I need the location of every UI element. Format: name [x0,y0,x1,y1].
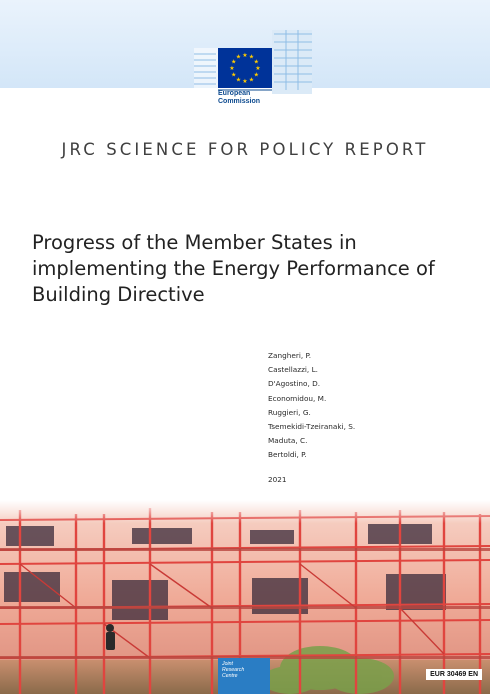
title-line-3: Building Directive [32,283,205,306]
eu-star-icon: ★ [229,65,235,72]
report-series-label: JRC SCIENCE FOR POLICY REPORT [61,140,429,159]
eu-star-icon: ★ [253,71,259,79]
jrc-logo-line2: Research [222,667,245,674]
title-line-1: Progress of the Member States in [32,231,357,254]
author-name: Tsemekidi-Tzeiranaki, S. [268,421,356,431]
author-name: Zangheri, P. [268,351,312,360]
eu-star-icon: ★ [248,76,255,84]
author-name: Ruggieri, G. [268,407,311,417]
publication-year: 2021 [268,475,287,484]
author-list [268,349,355,463]
eu-star-icon: ★ [235,53,242,61]
eu-star-icon: ★ [248,53,255,61]
publisher-name-line1: European [218,90,251,97]
publisher-name-line2: Commission [218,98,261,105]
eu-star-icon: ★ [242,78,248,85]
author-name: D'Agostino, D. [268,379,321,389]
eu-star-icon: ★ [231,58,237,66]
european-commission-name [218,90,260,106]
jrc-logo [218,658,270,694]
eu-star-icon: ★ [235,76,242,84]
author-name: Maduta, C. [268,436,308,446]
jrc-logo-line3: Centre [222,673,238,680]
eu-star-icon: ★ [255,65,261,72]
eu-star-icon: ★ [253,58,259,66]
author-name: Bertoldi, P. [268,450,307,460]
report-number: EUR 30469 EN [426,669,482,680]
eu-star-icon: ★ [242,52,248,59]
title-line-2: implementing the Energy Performance of [32,257,435,280]
jrc-logo-line1: Joint [222,661,233,667]
eu-star-icon: ★ [231,71,237,79]
author-name: Economidou, M. [268,393,327,403]
report-title [32,230,452,308]
author-name: Castellazzi, L. [268,365,318,375]
